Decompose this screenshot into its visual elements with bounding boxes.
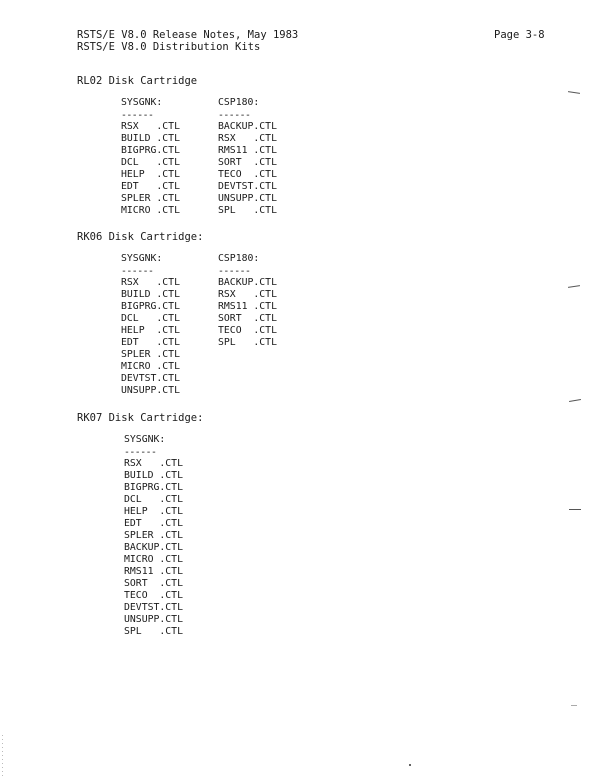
section-title-rk07: RK07 Disk Cartridge: <box>77 412 204 424</box>
scan-edge-mark <box>569 399 581 402</box>
file-entry: RMS11 .CTL <box>124 566 183 577</box>
file-entry: BUILD .CTL <box>121 133 180 144</box>
file-entry: DEVTST.CTL <box>121 373 180 384</box>
file-entry: RMS11 .CTL <box>218 145 277 156</box>
column-heading: SYSGNK: <box>121 97 163 108</box>
section-title-rk06: RK06 Disk Cartridge: <box>77 231 204 243</box>
file-entry: SORT .CTL <box>218 313 277 324</box>
file-entry: TECO .CTL <box>124 590 183 601</box>
file-entry: RSX .CTL <box>121 277 180 288</box>
file-entry: UNSUPP.CTL <box>124 614 183 625</box>
file-entry: SORT .CTL <box>124 578 183 589</box>
file-entry: BIGPRG.CTL <box>121 145 180 156</box>
file-entry: EDT .CTL <box>121 337 180 348</box>
file-entry: HELP .CTL <box>121 169 180 180</box>
file-entry: RSX .CTL <box>124 458 183 469</box>
page-number: Page 3-8 <box>494 29 545 41</box>
scan-edge-mark <box>568 91 580 94</box>
file-entry: BUILD .CTL <box>124 470 183 481</box>
file-entry: RSX .CTL <box>218 133 277 144</box>
column-heading: SYSGNK: <box>121 253 163 264</box>
file-entry: UNSUPP.CTL <box>121 385 180 396</box>
file-list-sysgnk-rk07 <box>124 434 183 638</box>
scan-edge-mark <box>2 735 3 779</box>
file-list-sysgnk-rl02 <box>121 97 180 217</box>
header-title: RSTS/E V8.0 Release Notes, May 1983 <box>77 29 299 41</box>
file-entry: RMS11 .CTL <box>218 301 277 312</box>
file-entry: EDT .CTL <box>124 518 183 529</box>
column-rule: ------ <box>121 266 154 277</box>
file-entry: BACKUP.CTL <box>218 277 277 288</box>
file-entry: SPL .CTL <box>124 626 183 637</box>
scan-edge-mark <box>568 285 580 288</box>
scan-edge-mark <box>571 705 577 706</box>
column-rule: ------ <box>121 110 154 121</box>
file-entry: BIGPRG.CTL <box>124 482 183 493</box>
file-entry: MICRO .CTL <box>121 205 180 216</box>
file-entry: SPL .CTL <box>218 337 277 348</box>
file-entry: DCL .CTL <box>121 313 180 324</box>
file-entry: MICRO .CTL <box>121 361 180 372</box>
file-entry: BACKUP.CTL <box>124 542 183 553</box>
scan-edge-mark <box>569 509 581 510</box>
file-entry: DEVTST.CTL <box>218 181 277 192</box>
file-entry: BACKUP.CTL <box>218 121 277 132</box>
file-entry: SORT .CTL <box>218 157 277 168</box>
file-entry: HELP .CTL <box>121 325 180 336</box>
file-entry: BIGPRG.CTL <box>121 301 180 312</box>
file-entry: RSX .CTL <box>218 289 277 300</box>
file-entry: HELP .CTL <box>124 506 183 517</box>
file-entry: DEVTST.CTL <box>124 602 183 613</box>
column-heading: SYSGNK: <box>124 434 166 445</box>
file-entry: EDT .CTL <box>121 181 180 192</box>
column-rule: ------ <box>124 447 157 458</box>
column-rule: ------ <box>218 110 251 121</box>
file-entry: BUILD .CTL <box>121 289 180 300</box>
file-entry: MICRO .CTL <box>124 554 183 565</box>
file-entry: SPLER .CTL <box>124 530 183 541</box>
scan-speck <box>409 764 411 766</box>
file-list-csp180-rl02 <box>218 97 277 217</box>
file-entry: TECO .CTL <box>218 169 277 180</box>
file-entry: RSX .CTL <box>121 121 180 132</box>
file-entry: SPLER .CTL <box>121 193 180 204</box>
file-list-sysgnk-rk06 <box>121 253 180 397</box>
header-subtitle: RSTS/E V8.0 Distribution Kits <box>77 41 261 53</box>
file-list-csp180-rk06 <box>218 253 277 349</box>
column-rule: ------ <box>218 266 251 277</box>
file-entry: SPL .CTL <box>218 205 277 216</box>
file-entry: UNSUPP.CTL <box>218 193 277 204</box>
file-entry: TECO .CTL <box>218 325 277 336</box>
file-entry: DCL .CTL <box>124 494 183 505</box>
column-heading: CSP180: <box>218 253 260 264</box>
column-heading: CSP180: <box>218 97 260 108</box>
section-title-rl02: RL02 Disk Cartridge <box>77 75 198 87</box>
file-entry: DCL .CTL <box>121 157 180 168</box>
file-entry: SPLER .CTL <box>121 349 180 360</box>
